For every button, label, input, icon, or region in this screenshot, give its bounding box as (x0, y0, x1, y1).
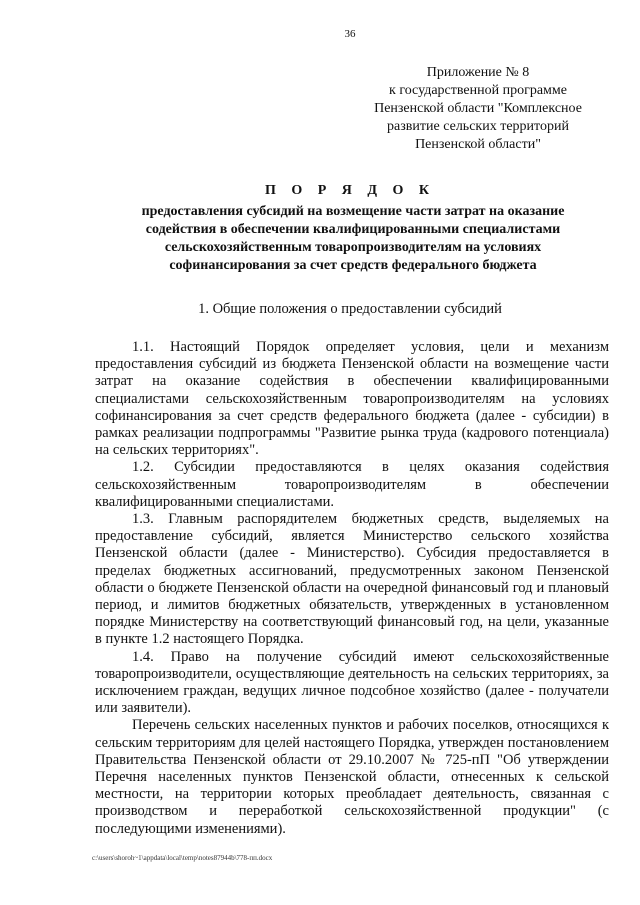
paragraph-1-1: 1.1. Настоящий Порядок определяет условия, цели и механизм предоставления субсидий из бюджета Пензенской области на возмещение части затрат на оказание содействия в обеспечении квалифицированными специалистами сельскохозяйственным товаропроизводителям на условиях софинансирования за счет средств федерального бюджета (далее - субсидии) в рамках реализации подпрограммы "Развитие рынка труда (кадрового потенциала) на сельских территориях". (95, 339, 609, 459)
paragraph-settlements-list: Перечень сельских населенных пунктов и рабочих поселков, относящихся к сельским территориям для целей настоящего Порядка, утвержден постановлением Правительства Пензенской области от 29.10.2007 № 725-пП "Об утверждении Перечня населенных пунктов Пензенской области, отнесенных к сельской местности, на территории которых преобладает деятельность, связанная с производством и переработкой сельскохозяйственной продукции" (с последующими изменениями). (95, 717, 609, 837)
subtitle-line: сельскохозяйственным товаропроизводителям на условиях (164, 240, 542, 255)
subtitle-line: содействия в обеспечении квалифицированными специалистами (145, 222, 561, 237)
document-subtitle (118, 203, 588, 275)
section-heading: 1. Общие положения о предоставлении субсидий (198, 301, 502, 317)
document-title: П О Р Я Д О К (264, 183, 436, 198)
footer-file-path: c:\users\shoroh~1\appdata\local\temp\notes87944b\778-пп.docx (92, 854, 273, 862)
appendix-line: развитие сельских территорий (387, 119, 569, 134)
appendix-line: Пензенской области "Комплексное (374, 101, 582, 116)
appendix-block (362, 64, 594, 154)
document-body (95, 339, 609, 838)
paragraph-1-2: 1.2. Субсидии предоставляются в целях оказания содействия сельскохозяйственным товаропроизводителям в обеспечении квалифицированными специалистами. (95, 459, 609, 510)
subtitle-line: предоставления субсидий на возмещение части затрат на оказание (141, 204, 565, 219)
subtitle-line: софинансирования за счет средств федерального бюджета (169, 258, 537, 273)
appendix-line: Пензенской области" (415, 137, 541, 152)
appendix-line: Приложение № 8 (426, 65, 530, 80)
appendix-line: к государственной программе (389, 83, 567, 98)
paragraph-1-3: 1.3. Главным распорядителем бюджетных средств, выделяемых на предоставление субсидий, является Министерство сельского хозяйства Пензенской области (далее - Министерство). Субсидия предоставляется в пределах бюджетных ассигнований, предусмотренных законом Пензенской области о бюджете Пензенской области на очередной финансовый год и плановый период, и лимитов бюджетных обязательств, утвержденных в установленном порядке Министерству на соответствующий финансовый год, на цели, указанные в пункте 1.2 настоящего Порядка. (95, 511, 609, 648)
paragraph-1-4: 1.4. Право на получение субсидий имеют сельскохозяйственные товаропроизводители, осуществляющие деятельность на сельских территориях, за исключением граждан, ведущих личное подсобное хозяйство (далее - получатели или заявители). (95, 648, 609, 717)
page-number: 36 (344, 28, 356, 40)
